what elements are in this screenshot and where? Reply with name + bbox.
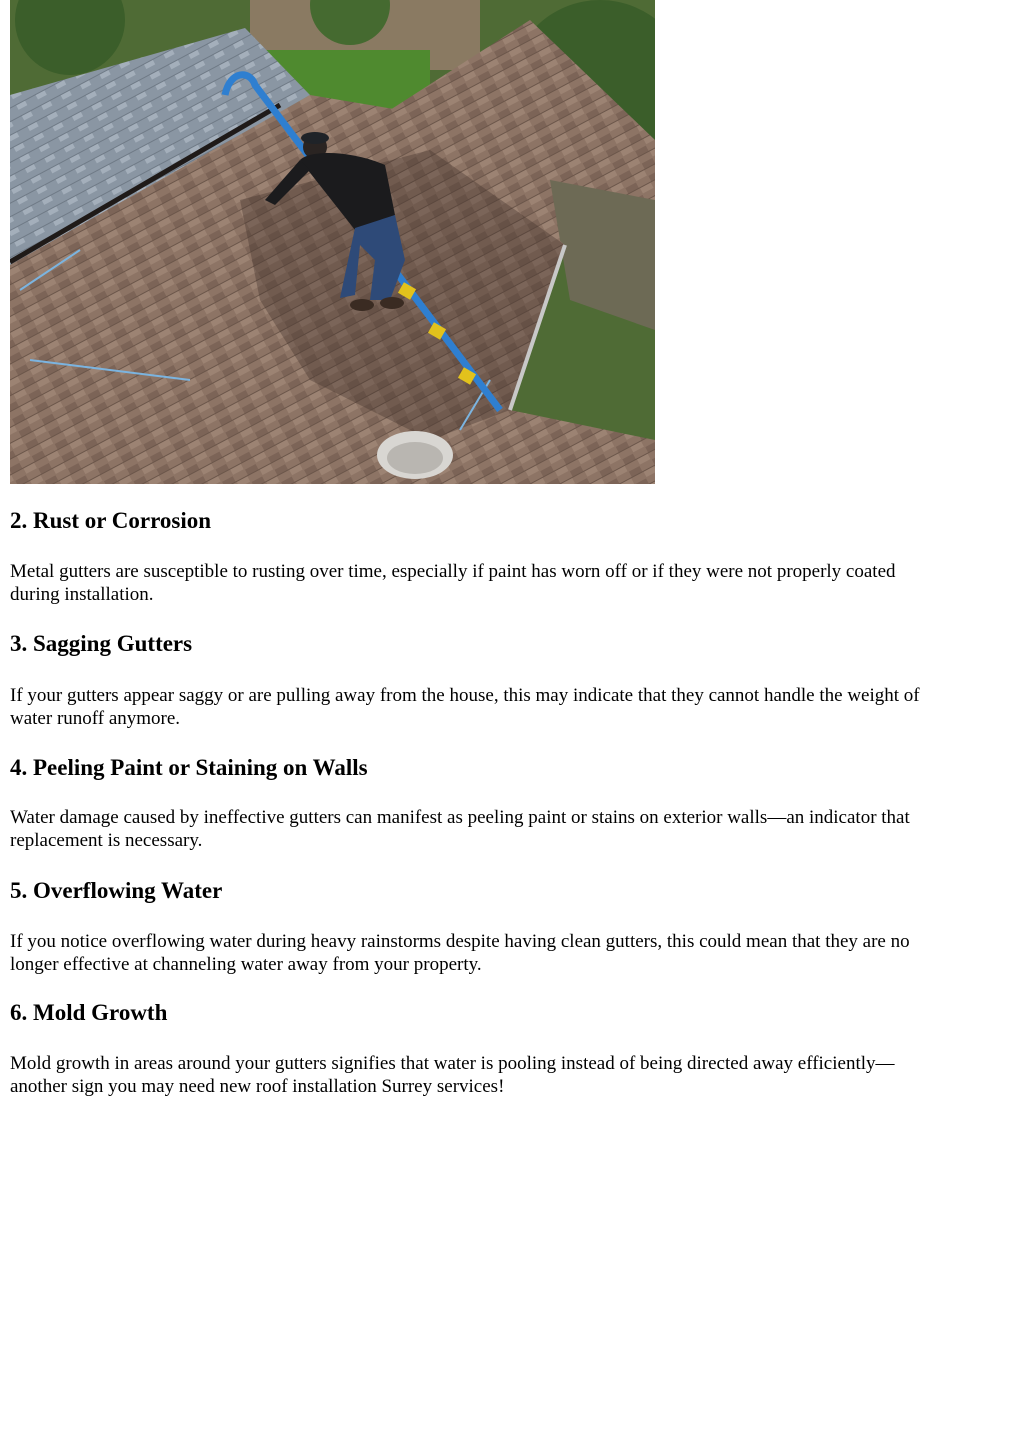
section-heading-mold: 6. Mold Growth [10,1000,168,1025]
body-line: during installation. [10,584,154,605]
body-line: Mold growth in areas around your gutters signifies that water is pooling instead of being directed away efficiently— [10,1053,895,1074]
body-line: If your gutters appear saggy or are pulling away from the house, this may indicate that they cannot handle the weight of [10,685,920,706]
body-line: longer effective at channeling water away from your property. [10,954,482,975]
section-heading-rust: 2. Rust or Corrosion [10,508,212,533]
section-body-overflowing [10,930,1005,976]
section-body-sagging [10,684,1005,730]
roof-photo-illustration [10,0,655,484]
body-line: Water damage caused by ineffective gutters can manifest as peeling paint or stains on exterior walls—an indicator that [10,807,910,828]
body-line: replacement is necessary. [10,830,203,851]
roofer-boot [350,299,374,311]
section-body-mold [10,1052,1005,1098]
section-body-peeling [10,806,1005,852]
roofer-cap [301,132,329,144]
body-line: water runoff anymore. [10,708,181,729]
roofer-boot [380,297,404,309]
section-heading-peeling: 4. Peeling Paint or Staining on Walls [10,755,368,780]
roof-photo [10,0,655,484]
body-line: If you notice overflowing water during heavy rainstorms despite having clean gutters, this could mean that they are no [10,931,910,952]
roof-vent-inner [387,442,443,474]
section-heading-sagging: 3. Sagging Gutters [10,631,193,656]
body-line: another sign you may need new roof installation Surrey services! [10,1076,505,1097]
section-heading-overflowing: 5. Overflowing Water [10,878,223,903]
section-body-rust [10,560,1005,606]
body-line: Metal gutters are susceptible to rusting over time, especially if paint has worn off or if they were not properly coated [10,561,896,582]
